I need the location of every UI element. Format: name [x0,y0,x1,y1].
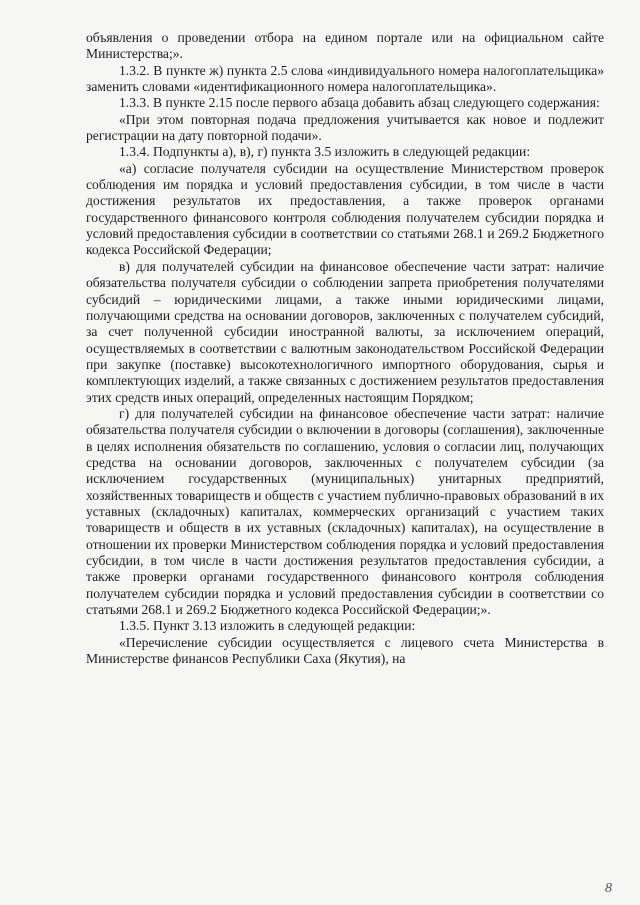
paragraph: «При этом повторная подача предложения учитывается как новое и подлежит регистрации на дату повторной подачи». [86,111,604,144]
document-body [86,30,604,667]
paragraph: 1.3.3. В пункте 2.15 после первого абзаца добавить абзац следующего содержания: [119,95,600,111]
paragraph: 1.3.2. В пункте ж) пункта 2.5 слова «индивидуального номера налогоплательщика» заменить словами «идентификационного номера налогоплательщика». [86,62,604,95]
paragraph: в) для получателей субсидии на финансовое обеспечение части затрат: наличие обязательства получателя субсидии о соблюдении запрета приобретения получателями субсидий – юридическими лицами, а также иными юридическими лицами, получающими средства на основании договоров, заключенных с получателем субсидий, за счет полученной субсидии иностранной валюты, за исключением операций, осуществляемых в соответствии с валютным законодательством Российской Федерации при закупке (поставке) высокотехнологичного импортного оборудования, сырья и комплектующих изделий, а также связанных с достижением результатов предоставления этих средств иных операций, определенных настоящим Порядком; [86,258,604,405]
paragraph: 1.3.5. Пункт 3.13 изложить в следующей редакции: [119,618,416,634]
paragraph: «а) согласие получателя субсидии на осуществление Министерством проверок соблюдения им порядка и условий предоставления субсидии, в том числе в части достижения результатов их предоставления, а также проверок органами государственного финансового контроля соблюдения получателем субсидии порядка и условий предоставления субсидии в соответствии со статьями 268.1 и 269.2 Бюджетного кодекса Российской Федерации; [86,160,604,258]
paragraph: 1.3.4. Подпункты а), в), г) пункта 3.5 изложить в следующей редакции: [119,144,531,160]
paragraph: г) для получателей субсидии на финансовое обеспечение части затрат: наличие обязательства получателя субсидии о включении в договоры (соглашения), заключенные в целях исполнения обязательств по соглашению, условия о согласии лиц, получающих средства на основании договоров, заключенных с получателем субсидии (за исключением государственных (муниципальных) унитарных предприятий, хозяйственных товариществ и обществ с участием публично-правовых образований в их уставных (складочных) капиталах, коммерческих организаций с участием таких товариществ и обществ в их уставных (складочных) капиталах), на осуществление в отношении их проверки Министерством соблюдения порядка и условий предоставления субсидии, в том числе в части достижения результатов предоставления субсидии, а также проверки органами государственного финансового контроля соблюдения получателем субсидии порядка и условий предоставления субсидии в соответствии со статьями 268.1 и 269.2 Бюджетного кодекса Российской Федерации;». [86,405,604,618]
paragraph: «Перечисление субсидии осуществляется с лицевого счета Министерства в Министерстве финансов Республики Саха (Якутия), на [86,634,604,667]
page-number: 8 [605,881,612,896]
paragraph: объявления о проведении отбора на едином портале или на официальном сайте Министерства;». [86,30,604,62]
